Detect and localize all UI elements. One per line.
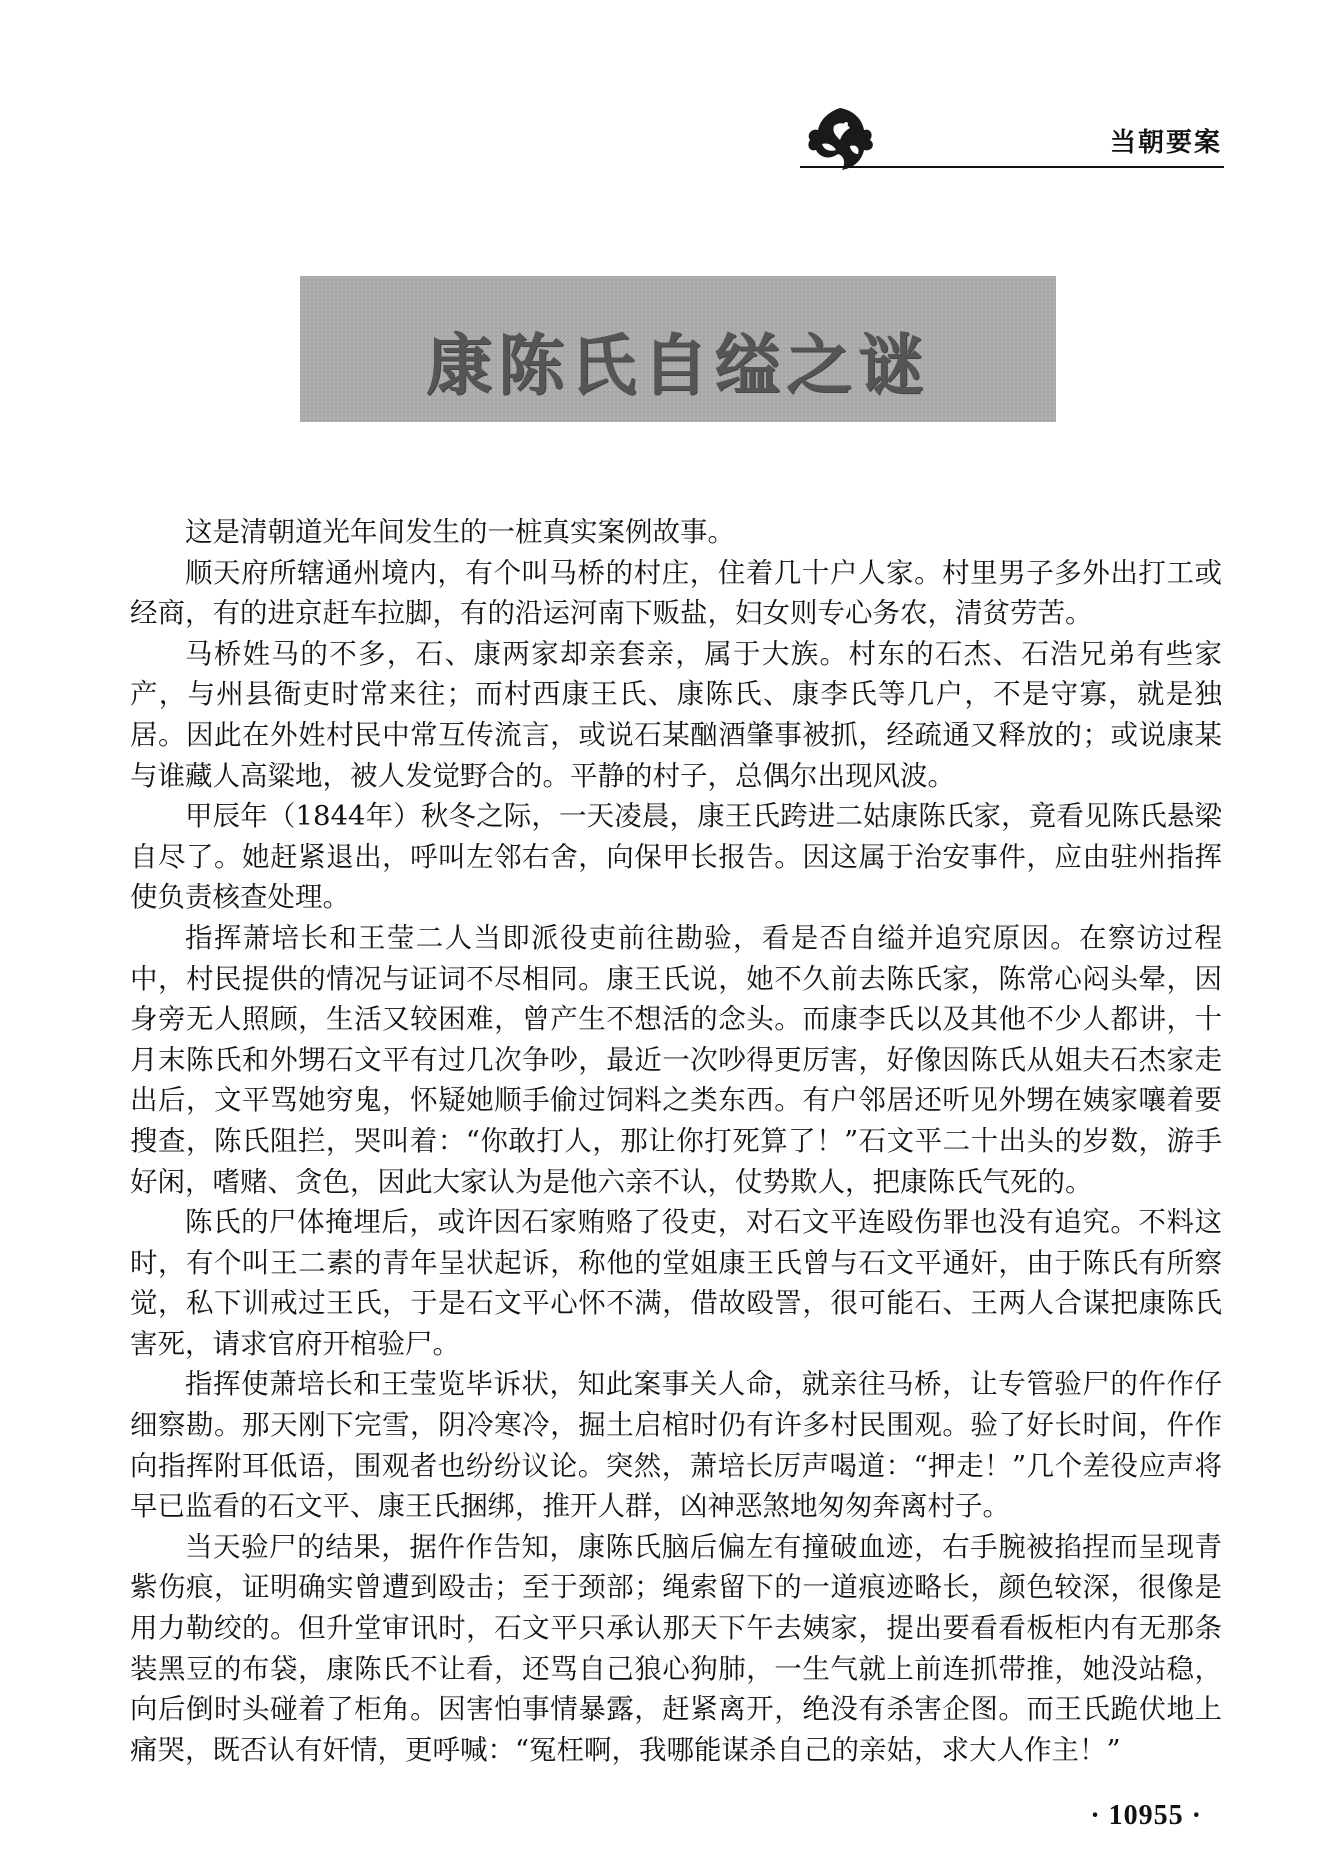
paragraph: 甲辰年（1844年）秋冬之际，一天凌晨，康王氏跨进二姑康陈氏家，竟看见陈氏悬梁自尽了。她赶紧退出，呼叫左邻右舍，向保甲长报告。因这属于治安事件，应由驻州指挥使负责核查处理。 [130,800,1222,914]
article-title-band [300,276,1056,422]
dragon-emblem-icon [800,100,880,180]
paragraph: 指挥萧培长和王莹二人当即派役吏前往勘验，看是否自缢并追究原因。在察访过程中，村民提供的情况与证词不尽相同。康王氏说，她不久前去陈氏家，陈常心闷头晕，因身旁无人照顾，生活又较困难，曾产生不想活的念头。而康李氏以及其他不少人都讲，十月末陈氏和外甥石文平有过几次争吵，最近一次吵得更厉害，好像因陈氏从姐夫石杰家走出后，文平骂她穷鬼，怀疑她顺手偷过饲料之类东西。有户邻居还听见外甥在姨家嚷着要搜查，陈氏阻拦，哭叫着：“你敢打人，那让你打死算了！”石文平二十出头的岁数，游手好闲，嗜赌、贪色，因此大家认为是他六亲不认，仗势欺人，把康陈氏气死的。 [130,921,1222,1198]
paragraph: 顺天府所辖通州境内，有个叫马桥的村庄，住着几十户人家。村里男子多外出打工或经商，有的进京赶车拉脚，有的沿运河南下贩盐，妇女则专心务农，清贫劳苦。 [130,556,1222,630]
article-title: 康陈氏自缢之谜 [426,326,930,404]
paragraph: 指挥使萧培长和王莹览毕诉状，知此案事关人命，就亲往马桥，让专管验尸的仵作仔细察勘。那天刚下完雪，阴冷寒冷，掘土启棺时仍有许多村民围观。验了好长时间，仵作向指挥附耳低语，围观者也纷纷议论。突然，萧培长厉声喝道：“押走！”几个差役应声将早已监看的石文平、康王氏捆绑，推开人群，凶神恶煞地匆匆奔离村子。 [130,1368,1222,1523]
paragraph: 当天验尸的结果，据仵作告知，康陈氏脑后偏左有撞破血迹，右手腕被掐捏而呈现青紫伤痕，证明确实曾遭到殴击；至于颈部；绳索留下的一道痕迹略长，颜色较深，很像是用力勒绞的。但升堂审讯时，石文平只承认那天下午去姨家，提出要看看板柜内有无那条装黑豆的布袋，康陈氏不让看，还骂自己狼心狗肺，一生气就上前连抓带推，她没站稳，向后倒时头碰着了柜角。因害怕事情暴露，赶紧离开，绝没有杀害企图。而王氏跪伏地上痛哭，既否认有奸情，更呼喊：“冤枉啊，我哪能谋杀自己的亲姑，求大人作主！” [130,1530,1222,1766]
page-header [0,0,1322,180]
section-title: 当朝要案 [1109,128,1222,158]
page-number: · 10955 · [1090,1800,1202,1831]
paragraph: 这是清朝道光年间发生的一桩真实案例故事。 [185,516,735,548]
paragraph: 陈氏的尸体掩埋后，或许因石家贿赂了役吏，对石文平连殴伤罪也没有追究。不料这时，有个叫王二素的青年呈状起诉，称他的堂姐康王氏曾与石文平通奸，由于陈氏有所察觉，私下训戒过王氏，于是石文平心怀不满，借故殴詈，很可能石、王两人合谋把康陈氏害死，请求官府开棺验尸。 [130,1206,1222,1360]
paragraph: 马桥姓马的不多，石、康两家却亲套亲，属于大族。村东的石杰、石浩兄弟有些家产，与州县衙吏时常来往；而村西康王氏、康陈氏、康李氏等几户，不是守寡，就是独居。因此在外姓村民中常互传流言，或说石某酗酒肇事被抓，经疏通又释放的；或说康某与谁藏人高粱地，被人发觉野合的。平静的村子，总偶尔出现风波。 [130,637,1222,792]
header-divider [800,166,1224,168]
article-body [130,512,1222,1770]
